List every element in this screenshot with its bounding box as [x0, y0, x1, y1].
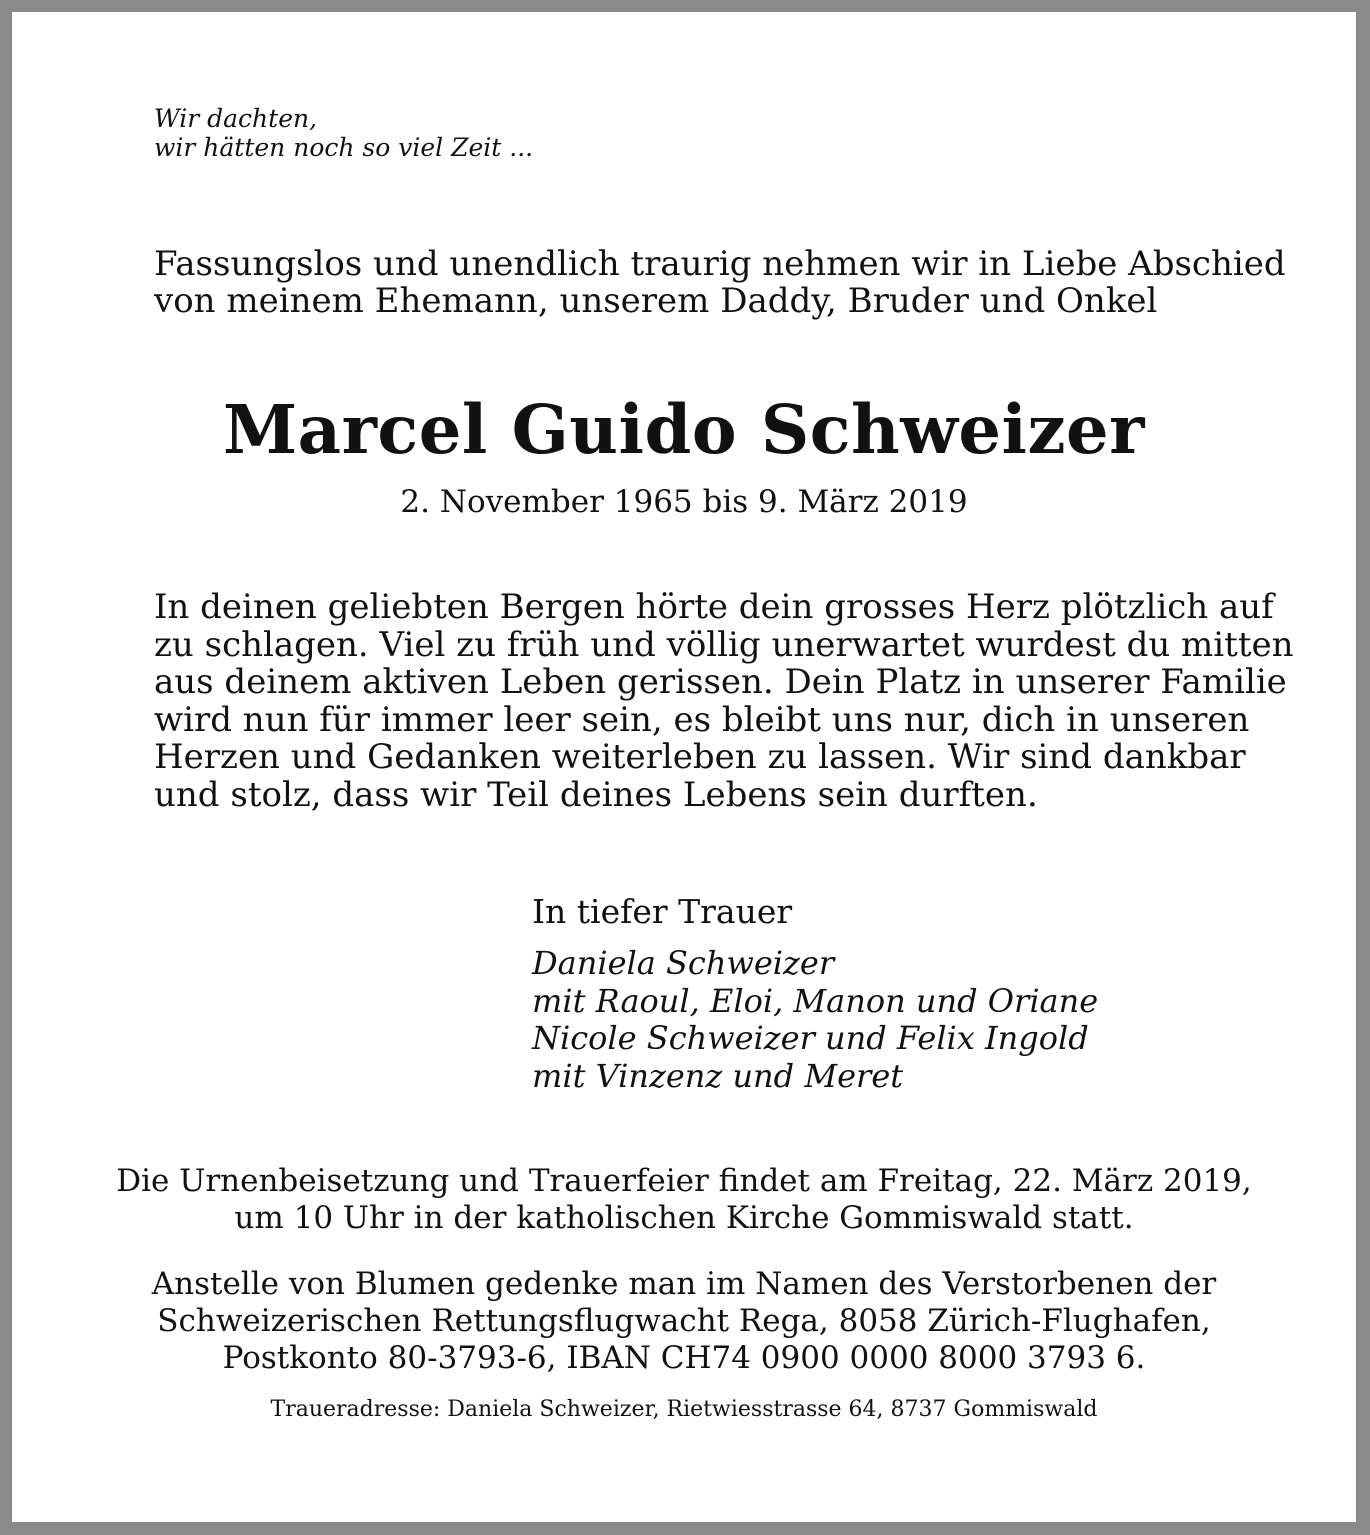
intro-line: Fassungslos und unendlich traurig nehmen wir in Liebe Abschied — [154, 244, 1286, 284]
donation-line: Postkonto 80-3793-6, IBAN CH74 0900 0000 8000 3793 6. — [222, 1340, 1146, 1376]
service-notice — [12, 1163, 1356, 1237]
donation-line: Schweizerischen Rettungsflugwacht Rega, 8058 Zürich-Flughafen, — [157, 1303, 1211, 1339]
mourner-names — [532, 945, 1098, 1095]
tribute-line: aus deinem aktiven Leben gerissen. Dein Platz in unserer Familie — [154, 662, 1287, 702]
donation-line: Anstelle von Blumen gedenke man im Namen des Verstorbenen der — [151, 1266, 1217, 1302]
mourner-line: Nicole Schweizer und Felix Ingold — [532, 1019, 1089, 1057]
donation-notice — [12, 1266, 1356, 1377]
tribute-line: Herzen und Gedanken weiterleben zu lassen. Wir sind dankbar — [154, 737, 1246, 777]
mourner-line: mit Vinzenz und Meret — [532, 1056, 904, 1095]
tribute-line: In deinen geliebten Bergen hörte dein grosses Herz plötzlich auf — [154, 587, 1274, 627]
tribute-line: und stolz, dass wir Teil deines Lebens sein durften. — [154, 774, 1038, 815]
mourner-line: Daniela Schweizer — [532, 944, 835, 982]
motto-line: wir hätten noch so viel Zeit ... — [154, 133, 534, 162]
intro-text — [154, 244, 1286, 321]
mourning-heading: In tiefer Trauer — [532, 892, 793, 931]
tribute-text — [154, 587, 1294, 815]
life-dates: 2. November 1965 bis 9. März 2019 — [400, 484, 968, 520]
deceased-name: Marcel Guido Schweizer — [223, 390, 1145, 469]
service-line: Die Urnenbeisetzung und Trauerfeier findet am Freitag, 22. März 2019, — [116, 1163, 1252, 1199]
service-line: um 10 Uhr in der katholischen Kirche Gommiswald statt. — [234, 1200, 1134, 1236]
mourner-line: mit Raoul, Eloi, Manon und Oriane — [532, 981, 1099, 1020]
tribute-line: wird nun für immer leer sein, es bleibt uns nur, dich in unseren — [154, 699, 1250, 740]
motto-line: Wir dachten, — [154, 104, 318, 133]
tribute-line: zu schlagen. Viel zu früh und völlig unerwartet wurdest du mitten — [154, 624, 1294, 665]
intro-line: von meinem Ehemann, unserem Daddy, Bruder und Onkel — [154, 281, 1158, 321]
motto-quote — [154, 104, 533, 162]
mourning-address: Traueradresse: Daniela Schweizer, Rietwiesstrasse 64, 8737 Gommiswald — [270, 1397, 1098, 1422]
obituary-page — [12, 12, 1356, 1522]
